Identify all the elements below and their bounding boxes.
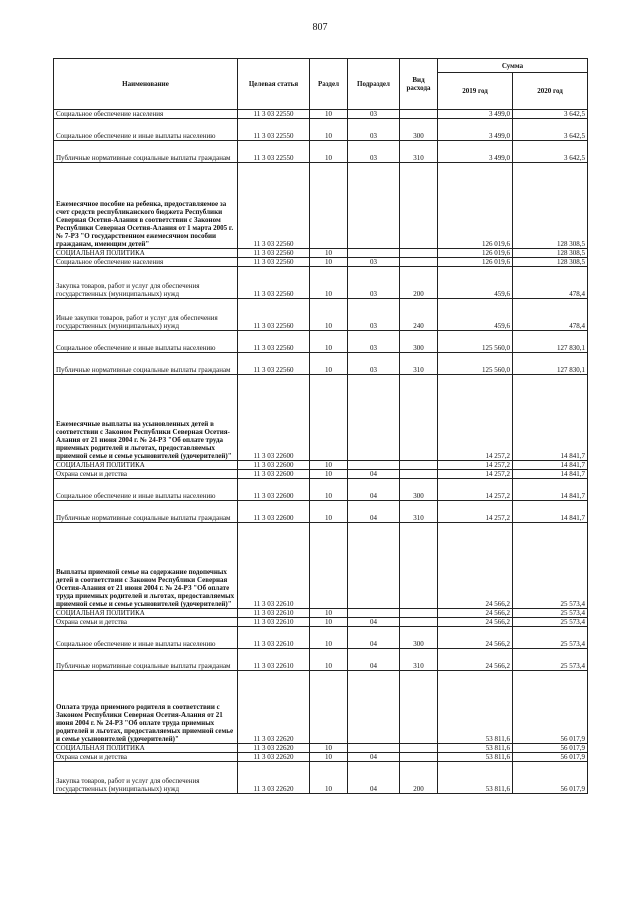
table-cell-name: Публичные нормативные социальные выплаты гражданам: [54, 141, 238, 163]
table-cell-subsection: [348, 671, 400, 744]
table-cell-target: 11 3 03 22600: [238, 461, 310, 470]
table-cell-subsection: [348, 461, 400, 470]
table-cell-2019: 459,6: [438, 299, 513, 331]
table-body: [54, 110, 588, 794]
table-cell-target: 11 3 03 22600: [238, 479, 310, 501]
table-cell-2019: 3 499,0: [438, 141, 513, 163]
table-cell-target: 11 3 03 22550: [238, 141, 310, 163]
table-cell-2020: 56 017,9: [513, 671, 588, 744]
table-cell-target: 11 3 03 22560: [238, 249, 310, 258]
table-cell-subsection: [348, 249, 400, 258]
table-cell-2020: 128 308,5: [513, 249, 588, 258]
table-row: [54, 649, 588, 671]
header-year-2019: 2019 год: [438, 73, 513, 110]
table-cell-section: 10: [310, 249, 348, 258]
page-number: 807: [312, 22, 328, 33]
table-cell-2019: 53 811,6: [438, 762, 513, 794]
table-row: [54, 618, 588, 627]
budget-table: [53, 58, 588, 794]
table-cell-2020: 25 573,4: [513, 523, 588, 609]
table-cell-target: 11 3 03 22600: [238, 375, 310, 461]
table-cell-expense-type: 300: [400, 119, 438, 141]
table-cell-section: 10: [310, 627, 348, 649]
table-row: [54, 609, 588, 618]
table-cell-2019: 24 566,2: [438, 627, 513, 649]
table-cell-expense-type: 310: [400, 141, 438, 163]
table-row: [54, 110, 588, 119]
table-cell-expense-type: [400, 461, 438, 470]
table-cell-target: 11 3 03 22620: [238, 671, 310, 744]
table-cell-section: 10: [310, 479, 348, 501]
table-row: [54, 258, 588, 267]
table-header: [54, 59, 588, 110]
table-cell-target: 11 3 03 22560: [238, 299, 310, 331]
table-cell-2019: 14 257,2: [438, 375, 513, 461]
table-cell-section: 10: [310, 461, 348, 470]
table-cell-name: Социальное обеспечение и иные выплаты населению: [54, 627, 238, 649]
table-cell-name: Социальное обеспечение и иные выплаты населению: [54, 331, 238, 353]
table-cell-section: 10: [310, 609, 348, 618]
table-cell-2019: 14 257,2: [438, 470, 513, 479]
table-cell-section: 10: [310, 267, 348, 299]
table-cell-target: 11 3 03 22610: [238, 627, 310, 649]
table-cell-2020: 478,4: [513, 299, 588, 331]
table-cell-2020: 56 017,9: [513, 762, 588, 794]
table-cell-name: Социальное обеспечение населения: [54, 110, 238, 119]
table-cell-section: 10: [310, 501, 348, 523]
table-cell-name: Ежемесячное пособие на ребенка, предоставляемое за счет средств республиканского бюджета Республики Северная Осетия-Алания в соответствии с Законом Республики Северная Осетия-Алания от 1 марта 2005 г. № 7-РЗ "О государственном ежемесячном пособии гражданам, имеющим детей": [54, 163, 238, 249]
table-cell-expense-type: [400, 523, 438, 609]
table-cell-name: СОЦИАЛЬНАЯ ПОЛИТИКА: [54, 461, 238, 470]
table-row: [54, 461, 588, 470]
header-section: Раздел: [310, 59, 348, 110]
table-cell-target: 11 3 03 22550: [238, 110, 310, 119]
table-cell-section: 10: [310, 762, 348, 794]
table-cell-name: Социальное обеспечение и иные выплаты населению: [54, 119, 238, 141]
table-cell-target: 11 3 03 22610: [238, 618, 310, 627]
table-cell-target: 11 3 03 22600: [238, 501, 310, 523]
table-cell-expense-type: [400, 609, 438, 618]
table-cell-2020: 25 573,4: [513, 609, 588, 618]
table-cell-subsection: 03: [348, 110, 400, 119]
table-row: [54, 249, 588, 258]
table-cell-section: 10: [310, 353, 348, 375]
table-cell-section: 10: [310, 753, 348, 762]
table-row: [54, 671, 588, 744]
table-cell-subsection: 03: [348, 119, 400, 141]
table-cell-2020: 127 830,1: [513, 353, 588, 375]
table-cell-expense-type: 310: [400, 649, 438, 671]
table-cell-section: [310, 671, 348, 744]
table-row: [54, 762, 588, 794]
table-row: [54, 331, 588, 353]
table-cell-2020: 128 308,5: [513, 163, 588, 249]
table-cell-subsection: 04: [348, 762, 400, 794]
table-cell-target: 11 3 03 22550: [238, 119, 310, 141]
table-cell-2019: 53 811,6: [438, 744, 513, 753]
table-cell-subsection: 04: [348, 618, 400, 627]
table-row: [54, 627, 588, 649]
table-cell-expense-type: 200: [400, 762, 438, 794]
table-cell-2020: 14 841,7: [513, 461, 588, 470]
table-cell-2019: 125 560,0: [438, 353, 513, 375]
table-cell-expense-type: 200: [400, 267, 438, 299]
table-cell-name: Социальное обеспечение и иные выплаты населению: [54, 479, 238, 501]
table-row: [54, 479, 588, 501]
table-cell-2019: 14 257,2: [438, 501, 513, 523]
table-row: [54, 267, 588, 299]
table-cell-2020: 3 642,5: [513, 119, 588, 141]
table-cell-subsection: 04: [348, 649, 400, 671]
table-cell-subsection: [348, 609, 400, 618]
table-cell-expense-type: [400, 258, 438, 267]
table-cell-section: [310, 375, 348, 461]
table-cell-name: Закупка товаров, работ и услуг для обеспечения государственных (муниципальных) нужд: [54, 762, 238, 794]
table-cell-expense-type: [400, 753, 438, 762]
table-row: [54, 119, 588, 141]
table-cell-subsection: 04: [348, 753, 400, 762]
header-subsection: Подраздел: [348, 59, 400, 110]
table-cell-target: 11 3 03 22610: [238, 609, 310, 618]
table-cell-section: 10: [310, 618, 348, 627]
table-row: [54, 299, 588, 331]
table-cell-expense-type: [400, 163, 438, 249]
table-cell-2019: 3 499,0: [438, 119, 513, 141]
table-cell-target: 11 3 03 22610: [238, 523, 310, 609]
table-cell-subsection: 03: [348, 353, 400, 375]
table-cell-subsection: [348, 744, 400, 753]
table-cell-subsection: [348, 523, 400, 609]
table-cell-2019: 24 566,2: [438, 618, 513, 627]
table-cell-2020: 25 573,4: [513, 649, 588, 671]
table-cell-expense-type: 300: [400, 479, 438, 501]
table-cell-2019: 53 811,6: [438, 753, 513, 762]
table-cell-2019: 24 566,2: [438, 523, 513, 609]
table-cell-target: 11 3 03 22620: [238, 762, 310, 794]
table-cell-2019: 126 019,6: [438, 163, 513, 249]
table-cell-name: Социальное обеспечение населения: [54, 258, 238, 267]
table-cell-target: 11 3 03 22560: [238, 331, 310, 353]
table-cell-target: 11 3 03 22610: [238, 649, 310, 671]
table-cell-subsection: [348, 375, 400, 461]
table-cell-2020: 3 642,5: [513, 110, 588, 119]
table-cell-expense-type: [400, 375, 438, 461]
header-target: Целевая статья: [238, 59, 310, 110]
table-row: [54, 353, 588, 375]
table-cell-2019: 24 566,2: [438, 609, 513, 618]
table-cell-subsection: 04: [348, 627, 400, 649]
table-cell-name: Публичные нормативные социальные выплаты гражданам: [54, 501, 238, 523]
table-cell-expense-type: [400, 470, 438, 479]
table-cell-target: 11 3 03 22560: [238, 267, 310, 299]
table-cell-subsection: 03: [348, 299, 400, 331]
table-row: [54, 375, 588, 461]
table-cell-target: 11 3 03 22620: [238, 753, 310, 762]
table-cell-section: 10: [310, 744, 348, 753]
table-cell-target: 11 3 03 22620: [238, 744, 310, 753]
table-cell-2020: 25 573,4: [513, 627, 588, 649]
table-cell-expense-type: 300: [400, 331, 438, 353]
table-cell-2019: 53 811,6: [438, 671, 513, 744]
table-cell-name: Охрана семьи и детства: [54, 618, 238, 627]
table-cell-name: Ежемесячные выплаты на усыновленных детей в соответствии с Законом Республики Северная Осетия-Алания от 21 июня 2004 г. № 24-РЗ "Об оплате труда приемных родителей и льготах, предоставляемых приемной семье и семье усыновителей (удочерителей)": [54, 375, 238, 461]
table-cell-2020: 478,4: [513, 267, 588, 299]
table-cell-name: Оплата труда приемного родителя в соответствии с Законом Республики Северная Осетия-Алания от 21 июня 2004 г. № 24-РЗ "Об оплате труда приемных родителей и льготах, предоставляемых приемной семье и семье усыновителей (удочерителей)": [54, 671, 238, 744]
table-cell-subsection: 04: [348, 501, 400, 523]
table-cell-2019: 24 566,2: [438, 649, 513, 671]
table-cell-target: 11 3 03 22560: [238, 163, 310, 249]
table-cell-2019: 125 560,0: [438, 331, 513, 353]
table-row: [54, 523, 588, 609]
table-cell-subsection: 03: [348, 331, 400, 353]
table-cell-expense-type: [400, 744, 438, 753]
table-cell-2019: 459,6: [438, 267, 513, 299]
table-cell-section: [310, 163, 348, 249]
table-cell-expense-type: 310: [400, 353, 438, 375]
table-cell-target: 11 3 03 22560: [238, 353, 310, 375]
table-cell-target: 11 3 03 22600: [238, 470, 310, 479]
table-cell-2020: 56 017,9: [513, 744, 588, 753]
table-cell-subsection: 04: [348, 479, 400, 501]
table-cell-expense-type: [400, 249, 438, 258]
table-cell-name: СОЦИАЛЬНАЯ ПОЛИТИКА: [54, 609, 238, 618]
table-cell-2020: 56 017,9: [513, 753, 588, 762]
table-cell-section: 10: [310, 470, 348, 479]
header-expense-type: Вид расхода: [400, 59, 438, 110]
table-cell-subsection: 03: [348, 141, 400, 163]
table-cell-2020: 14 841,7: [513, 470, 588, 479]
table-cell-name: Охрана семьи и детства: [54, 470, 238, 479]
table-cell-subsection: [348, 163, 400, 249]
table-row: [54, 744, 588, 753]
table-cell-target: 11 3 03 22560: [238, 258, 310, 267]
table-cell-section: 10: [310, 119, 348, 141]
table-row: [54, 163, 588, 249]
table-cell-expense-type: 310: [400, 501, 438, 523]
table-row: [54, 753, 588, 762]
table-row: [54, 501, 588, 523]
table-row: [54, 141, 588, 163]
table-cell-2020: 25 573,4: [513, 618, 588, 627]
table-cell-section: 10: [310, 110, 348, 119]
table-cell-2019: 126 019,6: [438, 258, 513, 267]
table-cell-section: 10: [310, 299, 348, 331]
table-cell-section: [310, 523, 348, 609]
table-cell-name: Выплаты приемной семье на содержание подопечных детей в соответствии с Законом Республики Северная Осетия-Алания от 21 июня 2004 г. № 24-РЗ "Об оплате труда приемных родителей и льготах, предоставляемых приемной семье и семье усыновителей (удочерителей)": [54, 523, 238, 609]
table-cell-2020: 14 841,7: [513, 375, 588, 461]
table-cell-name: Иные закупки товаров, работ и услуг для обеспечения государственных (муниципальных) нужд: [54, 299, 238, 331]
table-cell-2019: 14 257,2: [438, 479, 513, 501]
table-cell-subsection: 03: [348, 258, 400, 267]
table-cell-expense-type: 240: [400, 299, 438, 331]
table-cell-2020: 3 642,5: [513, 141, 588, 163]
table-cell-2020: 127 830,1: [513, 331, 588, 353]
table-cell-name: Охрана семьи и детства: [54, 753, 238, 762]
table-cell-expense-type: 300: [400, 627, 438, 649]
table-cell-name: Публичные нормативные социальные выплаты гражданам: [54, 353, 238, 375]
table-cell-2020: 128 308,5: [513, 258, 588, 267]
header-year-2020: 2020 год: [513, 73, 588, 110]
table-cell-section: 10: [310, 258, 348, 267]
table-cell-subsection: 04: [348, 470, 400, 479]
table-cell-name: СОЦИАЛЬНАЯ ПОЛИТИКА: [54, 249, 238, 258]
table-cell-section: 10: [310, 331, 348, 353]
table-cell-expense-type: [400, 618, 438, 627]
table-cell-2019: 126 019,6: [438, 249, 513, 258]
header-sum: Сумма: [438, 59, 588, 73]
table-cell-name: Публичные нормативные социальные выплаты гражданам: [54, 649, 238, 671]
table-cell-name: Закупка товаров, работ и услуг для обеспечения государственных (муниципальных) нужд: [54, 267, 238, 299]
table-cell-2019: 3 499,0: [438, 110, 513, 119]
table-row: [54, 470, 588, 479]
table-cell-2020: 14 841,7: [513, 479, 588, 501]
table-cell-2020: 14 841,7: [513, 501, 588, 523]
table-cell-expense-type: [400, 110, 438, 119]
table-cell-2019: 14 257,2: [438, 461, 513, 470]
table-cell-section: 10: [310, 649, 348, 671]
table-cell-expense-type: [400, 671, 438, 744]
table-cell-name: СОЦИАЛЬНАЯ ПОЛИТИКА: [54, 744, 238, 753]
table-cell-subsection: 03: [348, 267, 400, 299]
header-name: Наименование: [54, 59, 238, 110]
table-cell-section: 10: [310, 141, 348, 163]
